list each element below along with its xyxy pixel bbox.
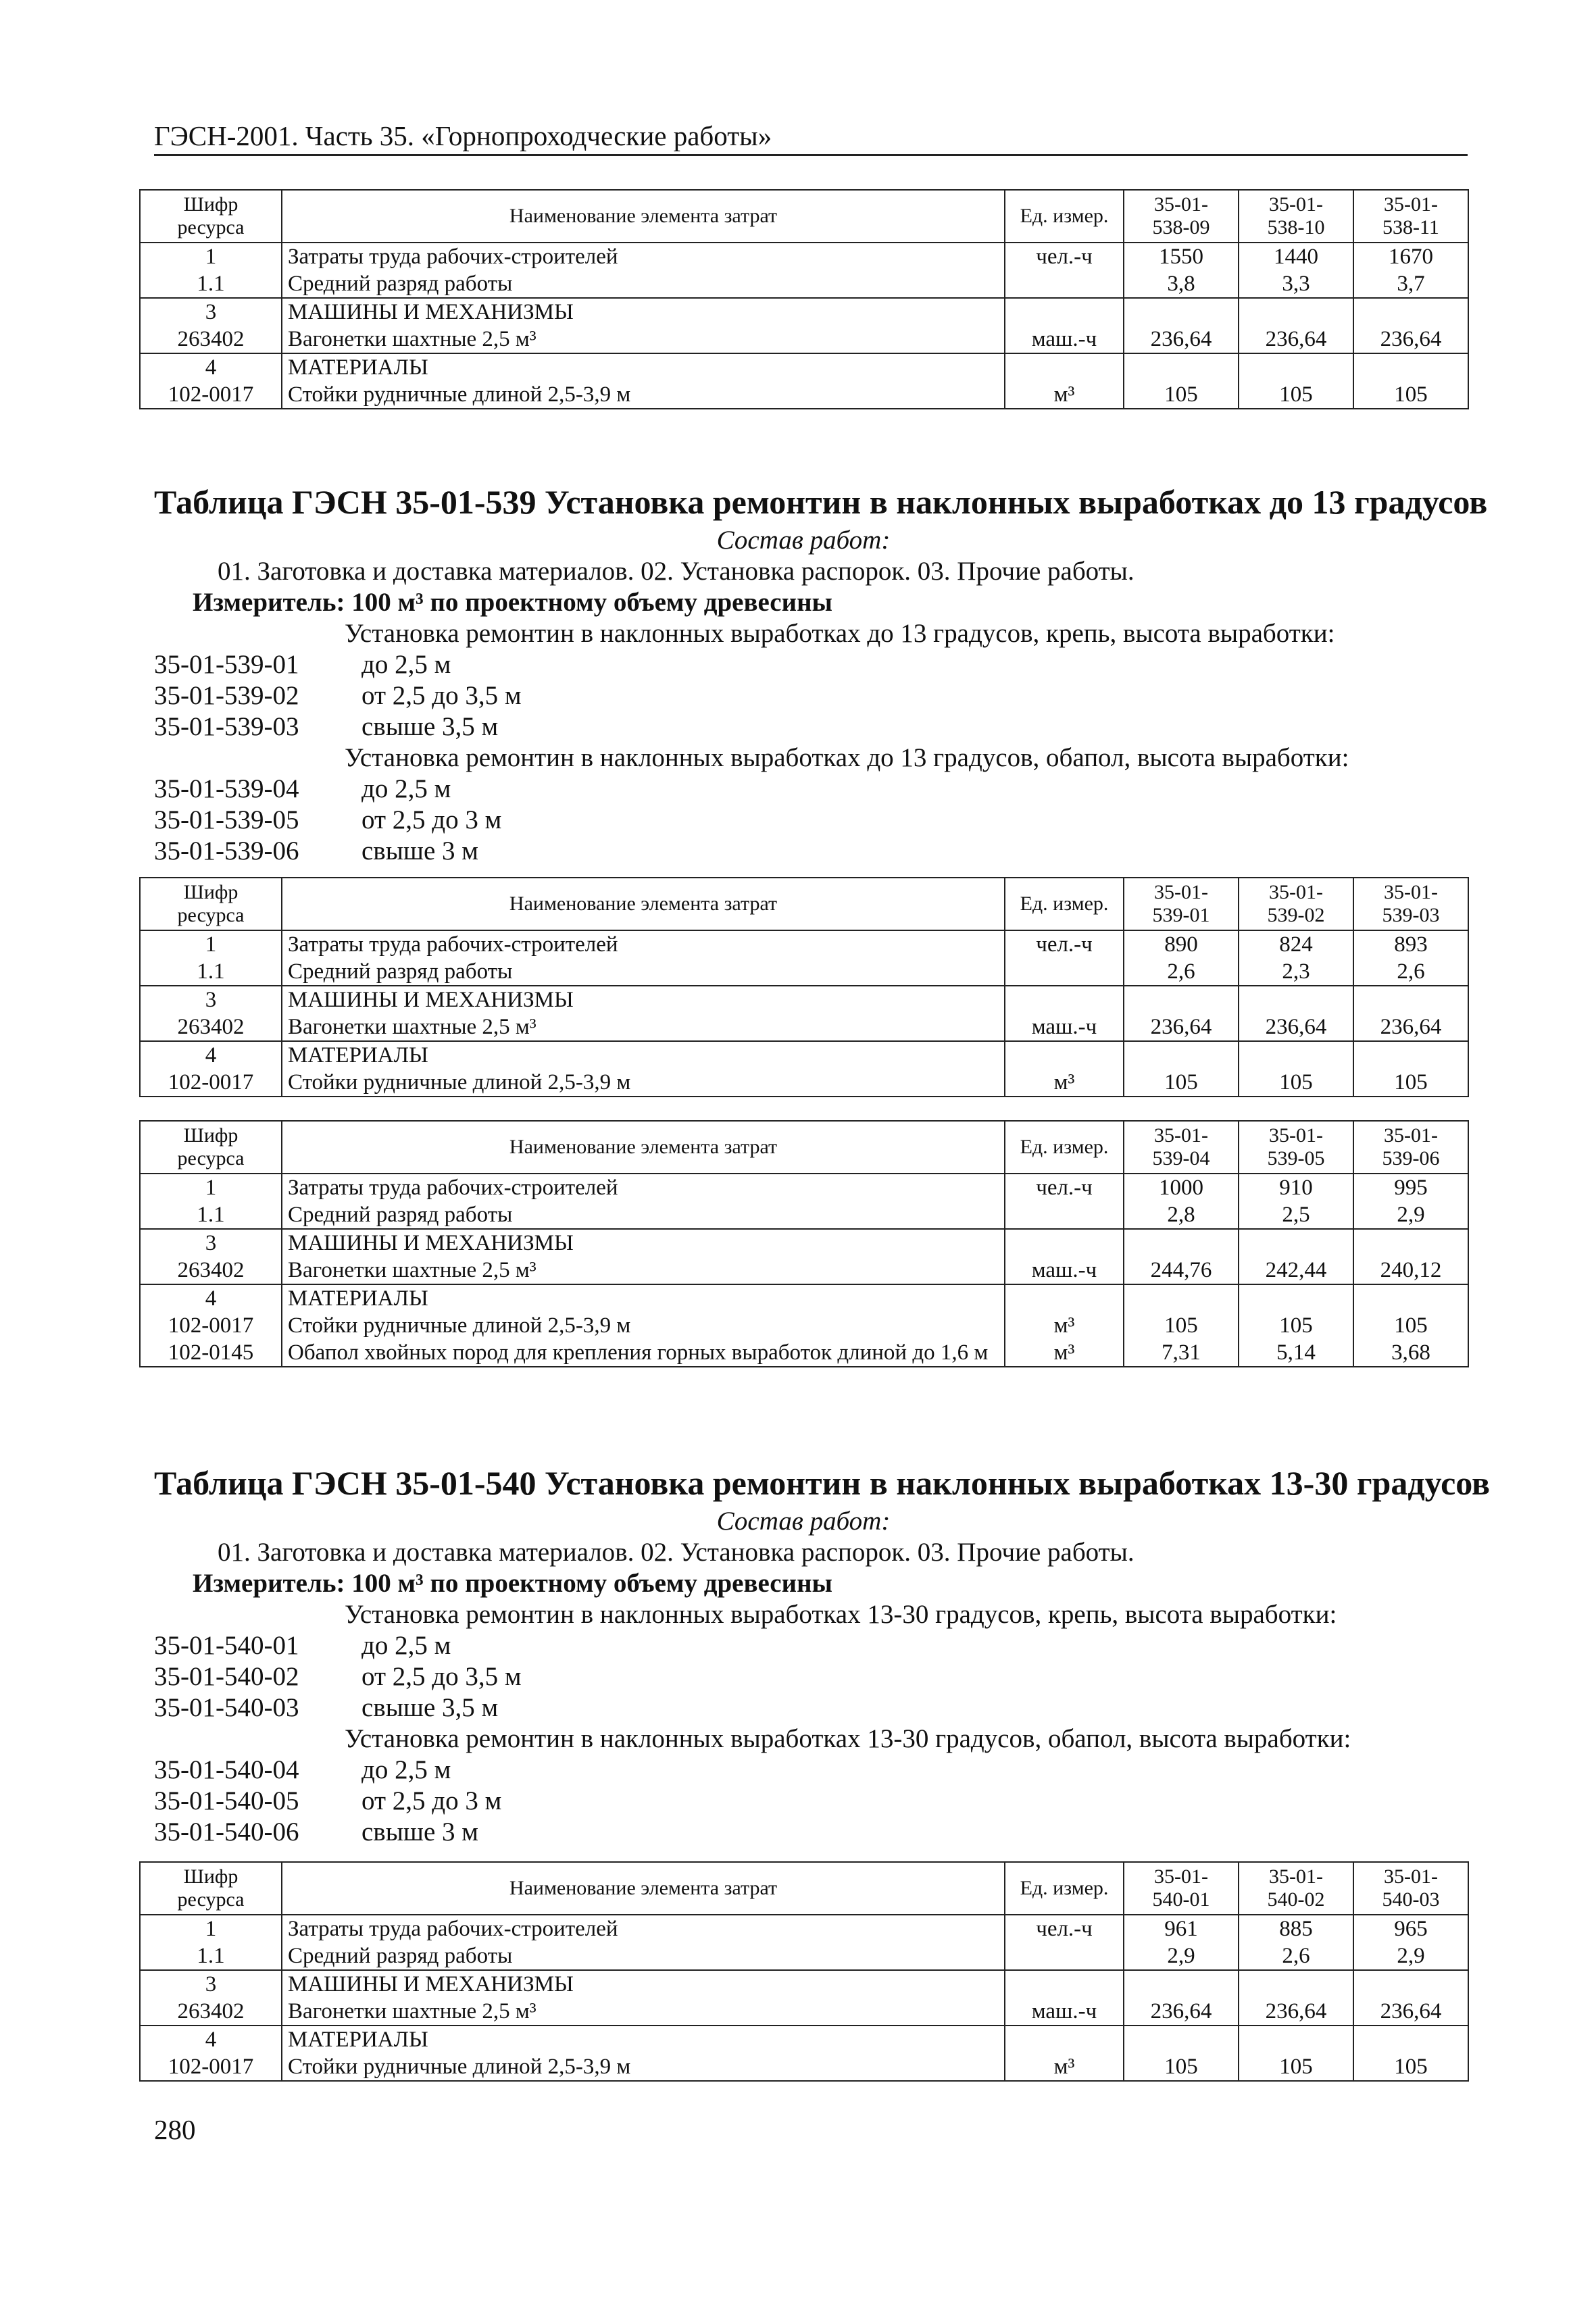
resource-name: Средний разряд работы [282, 270, 1005, 298]
variant-code: 35-01-539-06 [154, 836, 299, 865]
resource-name: Стойки рудничные длиной 2,5-3,9 м [282, 1312, 1005, 1339]
variant-group-title: Установка ремонтин в наклонных выработках до 13 градусов, обапол, высота выработки: [345, 743, 1349, 772]
resource-name: Средний разряд работы [282, 958, 1005, 986]
table-row [140, 1915, 1468, 1942]
resource-name: Обапол хвойных пород для крепления горных выработок длиной до 1,6 м [282, 1339, 1005, 1367]
variant-code: 35-01-540-02 [154, 1662, 299, 1691]
resource-code: 1.1 [140, 1201, 282, 1229]
variant-text: от 2,5 до 3 м [361, 1786, 502, 1815]
table-row [140, 381, 1468, 409]
resource-name: Вагонетки шахтные 2,5 м³ [282, 1257, 1005, 1284]
measure-unit: Измеритель: 100 м³ по проектному объему древесины [193, 1569, 832, 1598]
measure-unit: Измеритель: 100 м³ по проектному объему древесины [193, 588, 832, 617]
header-norm-code [1239, 1862, 1353, 1915]
resource-code: 3 [140, 298, 282, 326]
table-row [140, 2053, 1468, 2081]
norm-code-line: 35-01- [1154, 1124, 1208, 1147]
norm-value: 885 [1239, 1915, 1353, 1942]
variant-code: 35-01-539-05 [154, 805, 299, 834]
resource-unit: м³ [1005, 2053, 1124, 2081]
cost-table-538 [139, 189, 1469, 409]
resource-code: 4 [140, 353, 282, 381]
norm-value [1124, 1970, 1239, 1998]
norm-value [1239, 353, 1353, 381]
norm-value: 2,6 [1124, 958, 1239, 986]
header-norm-code [1124, 190, 1239, 243]
resource-code: 1 [140, 930, 282, 958]
resource-unit: м³ [1005, 1069, 1124, 1097]
resource-name: МАШИНЫ И МЕХАНИЗМЫ [282, 1229, 1005, 1257]
variant-text: до 2,5 м [361, 1631, 451, 1660]
header-shifr-line2: ресурса [177, 904, 245, 926]
variant-code: 35-01-540-01 [154, 1631, 299, 1660]
header-norm-code [1124, 1121, 1239, 1174]
resource-name: МАТЕРИАЛЫ [282, 1284, 1005, 1312]
norm-value [1353, 1284, 1468, 1312]
norm-value [1353, 986, 1468, 1013]
resource-code: 4 [140, 1041, 282, 1069]
norm-value [1124, 1229, 1239, 1257]
norm-value [1353, 298, 1468, 326]
header-shifr-line1: Шифр [183, 193, 239, 216]
works-list: 01. Заготовка и доставка материалов. 02. Установка распорок. 03. Прочие работы. [218, 557, 1134, 586]
resource-code: 1 [140, 1915, 282, 1942]
norm-value: 2,6 [1353, 958, 1468, 986]
resource-name: Затраты труда рабочих-строителей [282, 243, 1005, 270]
resource-name: Вагонетки шахтные 2,5 м³ [282, 1998, 1005, 2026]
table-row [140, 1970, 1468, 1998]
table-header-row [140, 1121, 1468, 1174]
norm-value: 236,64 [1124, 1998, 1239, 2026]
resource-name: МАТЕРИАЛЫ [282, 2026, 1005, 2053]
header-norm-code [1239, 190, 1353, 243]
header-resource-code [140, 1121, 282, 1174]
norm-code-line: 539-03 [1382, 904, 1440, 926]
norm-value: 1550 [1124, 243, 1239, 270]
table-row [140, 1174, 1468, 1201]
norm-code-line: 539-04 [1152, 1147, 1210, 1169]
table-row [140, 1201, 1468, 1229]
resource-name: Стойки рудничные длиной 2,5-3,9 м [282, 381, 1005, 409]
resource-unit [1005, 1201, 1124, 1229]
norm-value [1353, 1229, 1468, 1257]
norm-value: 236,64 [1353, 326, 1468, 353]
resource-unit: чел.-ч [1005, 243, 1124, 270]
table-row [140, 326, 1468, 353]
resource-unit [1005, 986, 1124, 1013]
norm-code-line: 35-01- [1269, 881, 1323, 903]
header-shifr-line2: ресурса [177, 1147, 245, 1169]
norm-code-line: 538-10 [1267, 216, 1325, 238]
norm-value: 3,3 [1239, 270, 1353, 298]
resource-code: 4 [140, 2026, 282, 2053]
section-title-540: Таблица ГЭСН 35-01-540 Установка ремонтин в наклонных выработках 13-30 градусов [154, 1464, 1491, 1502]
resource-name: Затраты труда рабочих-строителей [282, 1174, 1005, 1201]
running-header: ГЭСН-2001. Часть 35. «Горнопроходческие работы» [154, 119, 1468, 156]
resource-code: 102-0145 [140, 1339, 282, 1367]
header-unit: Ед. измер. [1005, 190, 1124, 243]
table-row [140, 930, 1468, 958]
norm-code-line: 35-01- [1269, 193, 1323, 216]
header-norm-code [1353, 190, 1468, 243]
norm-value: 105 [1124, 2053, 1239, 2081]
norm-value: 7,31 [1124, 1339, 1239, 1367]
header-norm-code [1353, 1121, 1468, 1174]
resource-code: 4 [140, 1284, 282, 1312]
norm-value [1353, 1970, 1468, 1998]
norm-value: 2,9 [1353, 1201, 1468, 1229]
variant-code: 35-01-539-03 [154, 712, 299, 741]
variant-group-title: Установка ремонтин в наклонных выработках 13-30 градусов, крепь, высота выработки: [345, 1600, 1337, 1629]
resource-name: Затраты труда рабочих-строителей [282, 1915, 1005, 1942]
table-header-row [140, 878, 1468, 930]
norm-value [1124, 298, 1239, 326]
table-row [140, 958, 1468, 986]
norm-value: 2,3 [1239, 958, 1353, 986]
cost-table-539-b [139, 1120, 1469, 1367]
norm-value: 105 [1239, 1312, 1353, 1339]
resource-unit [1005, 1284, 1124, 1312]
resource-code: 102-0017 [140, 2053, 282, 2081]
table-row [140, 1942, 1468, 1970]
variant-group-title: Установка ремонтин в наклонных выработках 13-30 градусов, обапол, высота выработки: [345, 1724, 1351, 1753]
norm-code-line: 35-01- [1384, 881, 1438, 903]
norm-code-line: 538-11 [1382, 216, 1439, 238]
norm-value: 105 [1124, 381, 1239, 409]
norm-value: 236,64 [1124, 1013, 1239, 1041]
header-resource-code [140, 878, 282, 930]
norm-code-line: 35-01- [1154, 881, 1208, 903]
header-shifr-line1: Шифр [183, 1124, 239, 1147]
norm-value: 3,8 [1124, 270, 1239, 298]
header-item-name: Наименование элемента затрат [282, 878, 1005, 930]
variant-text: от 2,5 до 3,5 м [361, 1662, 522, 1691]
header-resource-code [140, 190, 282, 243]
norm-value [1239, 986, 1353, 1013]
norm-value: 824 [1239, 930, 1353, 958]
resource-name: МАТЕРИАЛЫ [282, 353, 1005, 381]
header-norm-code [1124, 878, 1239, 930]
norm-value: 236,64 [1239, 1013, 1353, 1041]
variant-code: 35-01-540-04 [154, 1755, 299, 1784]
norm-code-line: 35-01- [1269, 1124, 1323, 1147]
resource-name: Вагонетки шахтные 2,5 м³ [282, 1013, 1005, 1041]
header-shifr-line2: ресурса [177, 1888, 245, 1911]
norm-value: 105 [1353, 1312, 1468, 1339]
resource-unit: чел.-ч [1005, 1915, 1124, 1942]
table-row [140, 1229, 1468, 1257]
norm-code-line: 539-06 [1382, 1147, 1440, 1169]
variant-text: до 2,5 м [361, 1755, 451, 1784]
resource-unit [1005, 1041, 1124, 1069]
table-row [140, 1339, 1468, 1367]
resource-code: 102-0017 [140, 1069, 282, 1097]
variant-text: свыше 3 м [361, 1817, 478, 1846]
composition-label: Состав работ: [716, 1507, 891, 1536]
table-row [140, 270, 1468, 298]
section-title-539: Таблица ГЭСН 35-01-539 Установка ремонтин в наклонных выработках до 13 градусов [154, 483, 1488, 521]
norm-value: 105 [1353, 1069, 1468, 1097]
variant-text: свыше 3 м [361, 836, 478, 865]
resource-unit: маш.-ч [1005, 1013, 1124, 1041]
norm-code-line: 35-01- [1154, 193, 1208, 216]
resource-name: Стойки рудничные длиной 2,5-3,9 м [282, 2053, 1005, 2081]
resource-name: Средний разряд работы [282, 1201, 1005, 1229]
norm-value: 2,5 [1239, 1201, 1353, 1229]
norm-value: 105 [1239, 1069, 1353, 1097]
header-shifr-line2: ресурса [177, 216, 245, 238]
norm-value: 105 [1353, 2053, 1468, 2081]
variant-text: свыше 3,5 м [361, 712, 499, 741]
norm-value: 105 [1239, 2053, 1353, 2081]
table-header-row [140, 190, 1468, 243]
norm-value: 1000 [1124, 1174, 1239, 1201]
norm-value: 242,44 [1239, 1257, 1353, 1284]
header-norm-code [1353, 1862, 1468, 1915]
norm-code-line: 35-01- [1154, 1865, 1208, 1888]
resource-unit: чел.-ч [1005, 1174, 1124, 1201]
norm-value: 1440 [1239, 243, 1353, 270]
resource-unit: чел.-ч [1005, 930, 1124, 958]
resource-unit: маш.-ч [1005, 1257, 1124, 1284]
norm-value: 105 [1124, 1312, 1239, 1339]
resource-unit [1005, 270, 1124, 298]
norm-value [1124, 1284, 1239, 1312]
norm-code-line: 35-01- [1384, 1865, 1438, 1888]
header-unit: Ед. измер. [1005, 1121, 1124, 1174]
norm-value: 893 [1353, 930, 1468, 958]
norm-value: 910 [1239, 1174, 1353, 1201]
header-unit: Ед. измер. [1005, 878, 1124, 930]
variant-code: 35-01-540-05 [154, 1786, 299, 1815]
norm-value [1353, 2026, 1468, 2053]
resource-name: МАШИНЫ И МЕХАНИЗМЫ [282, 298, 1005, 326]
resource-unit [1005, 1942, 1124, 1970]
norm-value: 961 [1124, 1915, 1239, 1942]
header-item-name: Наименование элемента затрат [282, 1121, 1005, 1174]
table-row [140, 2026, 1468, 2053]
norm-value [1124, 2026, 1239, 2053]
norm-code-line: 539-05 [1267, 1147, 1325, 1169]
resource-unit: м³ [1005, 381, 1124, 409]
header-item-name: Наименование элемента затрат [282, 190, 1005, 243]
variant-group-title: Установка ремонтин в наклонных выработках до 13 градусов, крепь, высота выработки: [345, 619, 1335, 648]
resource-unit [1005, 958, 1124, 986]
norm-value: 105 [1124, 1069, 1239, 1097]
resource-code: 263402 [140, 326, 282, 353]
norm-value: 890 [1124, 930, 1239, 958]
resource-name: Стойки рудничные длиной 2,5-3,9 м [282, 1069, 1005, 1097]
table-row [140, 1312, 1468, 1339]
resource-code: 263402 [140, 1998, 282, 2026]
resource-unit: м³ [1005, 1339, 1124, 1367]
header-resource-code [140, 1862, 282, 1915]
resource-unit [1005, 2026, 1124, 2053]
table-row [140, 1284, 1468, 1312]
norm-value [1239, 2026, 1353, 2053]
norm-value: 240,12 [1353, 1257, 1468, 1284]
resource-code: 1.1 [140, 1942, 282, 1970]
norm-code-line: 540-01 [1152, 1888, 1210, 1911]
norm-value: 244,76 [1124, 1257, 1239, 1284]
norm-value: 1670 [1353, 243, 1468, 270]
resource-unit [1005, 298, 1124, 326]
table-row [140, 353, 1468, 381]
resource-name: МАТЕРИАЛЫ [282, 1041, 1005, 1069]
resource-name: Средний разряд работы [282, 1942, 1005, 1970]
cost-table-539-a [139, 877, 1469, 1097]
norm-value [1239, 1284, 1353, 1312]
works-list: 01. Заготовка и доставка материалов. 02. Установка распорок. 03. Прочие работы. [218, 1538, 1134, 1567]
norm-value [1239, 1041, 1353, 1069]
norm-value: 236,64 [1353, 1013, 1468, 1041]
resource-code: 1.1 [140, 270, 282, 298]
norm-value [1353, 1041, 1468, 1069]
resource-code: 102-0017 [140, 381, 282, 409]
table-header-row [140, 1862, 1468, 1915]
norm-value: 105 [1239, 381, 1353, 409]
norm-code-line: 540-03 [1382, 1888, 1440, 1911]
norm-value: 2,6 [1239, 1942, 1353, 1970]
norm-value: 995 [1353, 1174, 1468, 1201]
norm-value: 236,64 [1124, 326, 1239, 353]
header-norm-code [1353, 878, 1468, 930]
norm-code-line: 35-01- [1384, 193, 1438, 216]
header-shifr-line1: Шифр [183, 881, 239, 903]
variant-text: до 2,5 м [361, 774, 451, 803]
norm-value [1124, 986, 1239, 1013]
norm-value: 3,68 [1353, 1339, 1468, 1367]
variant-code: 35-01-539-01 [154, 650, 299, 679]
variant-text: свыше 3,5 м [361, 1693, 499, 1722]
table-row [140, 1069, 1468, 1097]
resource-name: Затраты труда рабочих-строителей [282, 930, 1005, 958]
resource-unit [1005, 353, 1124, 381]
resource-name: МАШИНЫ И МЕХАНИЗМЫ [282, 1970, 1005, 1998]
resource-code: 263402 [140, 1013, 282, 1041]
norm-value [1124, 1041, 1239, 1069]
table-row [140, 298, 1468, 326]
header-norm-code [1239, 878, 1353, 930]
resource-code: 3 [140, 986, 282, 1013]
variant-code: 35-01-539-04 [154, 774, 299, 803]
norm-value: 5,14 [1239, 1339, 1353, 1367]
variant-code: 35-01-539-02 [154, 681, 299, 710]
norm-value: 2,9 [1353, 1942, 1468, 1970]
header-unit: Ед. измер. [1005, 1862, 1124, 1915]
table-row [140, 1257, 1468, 1284]
resource-unit: маш.-ч [1005, 326, 1124, 353]
norm-value: 236,64 [1353, 1998, 1468, 2026]
table-row [140, 243, 1468, 270]
norm-value [1353, 353, 1468, 381]
variant-text: от 2,5 до 3 м [361, 805, 502, 834]
resource-unit: маш.-ч [1005, 1998, 1124, 2026]
variant-text: до 2,5 м [361, 650, 451, 679]
variant-code: 35-01-540-06 [154, 1817, 299, 1846]
norm-code-line: 539-02 [1267, 904, 1325, 926]
resource-code: 1 [140, 1174, 282, 1201]
norm-value: 965 [1353, 1915, 1468, 1942]
resource-code: 3 [140, 1229, 282, 1257]
cost-table-540 [139, 1861, 1469, 2082]
header-norm-code [1239, 1121, 1353, 1174]
resource-code: 3 [140, 1970, 282, 1998]
norm-code-line: 538-09 [1152, 216, 1210, 238]
header-norm-code [1124, 1862, 1239, 1915]
table-row [140, 1013, 1468, 1041]
norm-code-line: 35-01- [1384, 1124, 1438, 1147]
norm-value: 236,64 [1239, 1998, 1353, 2026]
variant-text: от 2,5 до 3,5 м [361, 681, 522, 710]
header-item-name: Наименование элемента затрат [282, 1862, 1005, 1915]
norm-value: 236,64 [1239, 326, 1353, 353]
page-number: 280 [154, 2114, 196, 2145]
norm-value [1239, 298, 1353, 326]
norm-value: 2,9 [1124, 1942, 1239, 1970]
norm-code-line: 35-01- [1269, 1865, 1323, 1888]
resource-code: 1.1 [140, 958, 282, 986]
norm-value: 3,7 [1353, 270, 1468, 298]
header-shifr-line1: Шифр [183, 1865, 239, 1888]
variant-code: 35-01-540-03 [154, 1693, 299, 1722]
norm-value [1239, 1970, 1353, 1998]
resource-code: 263402 [140, 1257, 282, 1284]
table-row [140, 1041, 1468, 1069]
resource-name: Вагонетки шахтные 2,5 м³ [282, 326, 1005, 353]
norm-code-line: 539-01 [1152, 904, 1210, 926]
norm-code-line: 540-02 [1267, 1888, 1325, 1911]
resource-unit: м³ [1005, 1312, 1124, 1339]
resource-code: 1 [140, 243, 282, 270]
resource-unit [1005, 1229, 1124, 1257]
norm-value: 2,8 [1124, 1201, 1239, 1229]
resource-code: 102-0017 [140, 1312, 282, 1339]
norm-value [1239, 1229, 1353, 1257]
table-row [140, 986, 1468, 1013]
resource-name: МАШИНЫ И МЕХАНИЗМЫ [282, 986, 1005, 1013]
composition-label: Состав работ: [716, 526, 891, 555]
norm-value: 105 [1353, 381, 1468, 409]
resource-unit [1005, 1970, 1124, 1998]
table-row [140, 1998, 1468, 2026]
norm-value [1124, 353, 1239, 381]
